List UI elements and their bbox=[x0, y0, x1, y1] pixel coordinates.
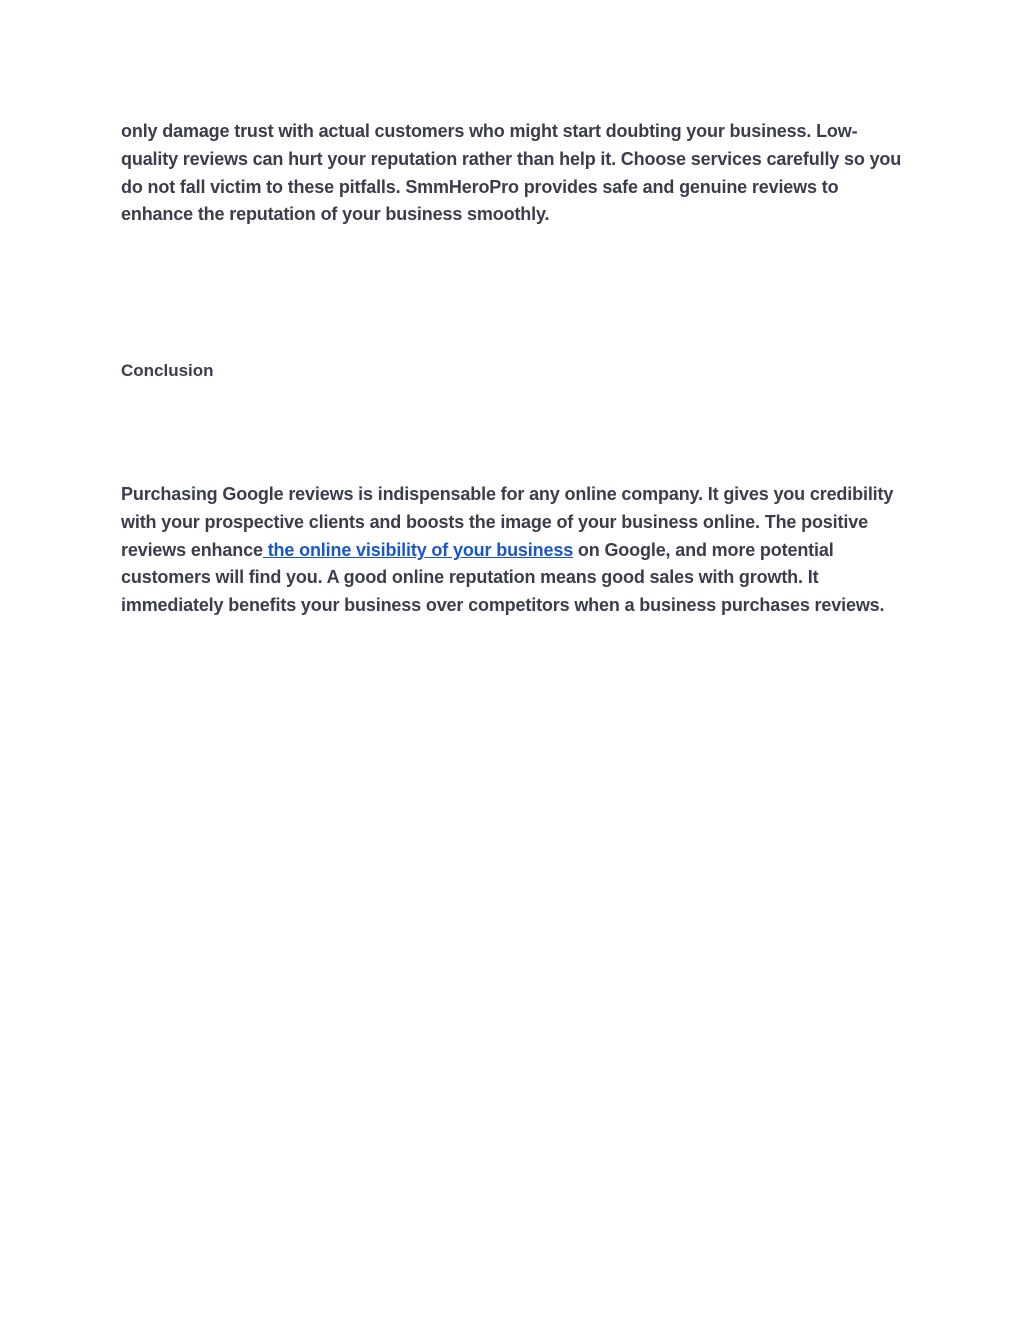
conclusion-text-after-link: on Google, and more potential customers will find you. A good online reputation means good sales with growth. It immediately benefits your business over competitors when a business purchases reviews. bbox=[121, 539, 885, 616]
conclusion-text-before-link: Purchasing Google reviews is indispensable for any online company. It gives you credibility with your prospective clients and boosts the image of your business online. The positive reviews enhance bbox=[121, 484, 894, 560]
conclusion-paragraph bbox=[121, 481, 911, 620]
online-visibility-link[interactable]: the online visibility of your business bbox=[262, 539, 574, 560]
intro-paragraph: only damage trust with actual customers who might start doubting your business. Low-quality reviews can hurt your reputation rather than help it. Choose services carefully so you do not fall victim to these pitfalls. SmmHeroPro provides safe and genuine reviews to enhance the reputation of your business smoothly. bbox=[121, 121, 902, 225]
conclusion-heading: Conclusion bbox=[121, 361, 214, 380]
